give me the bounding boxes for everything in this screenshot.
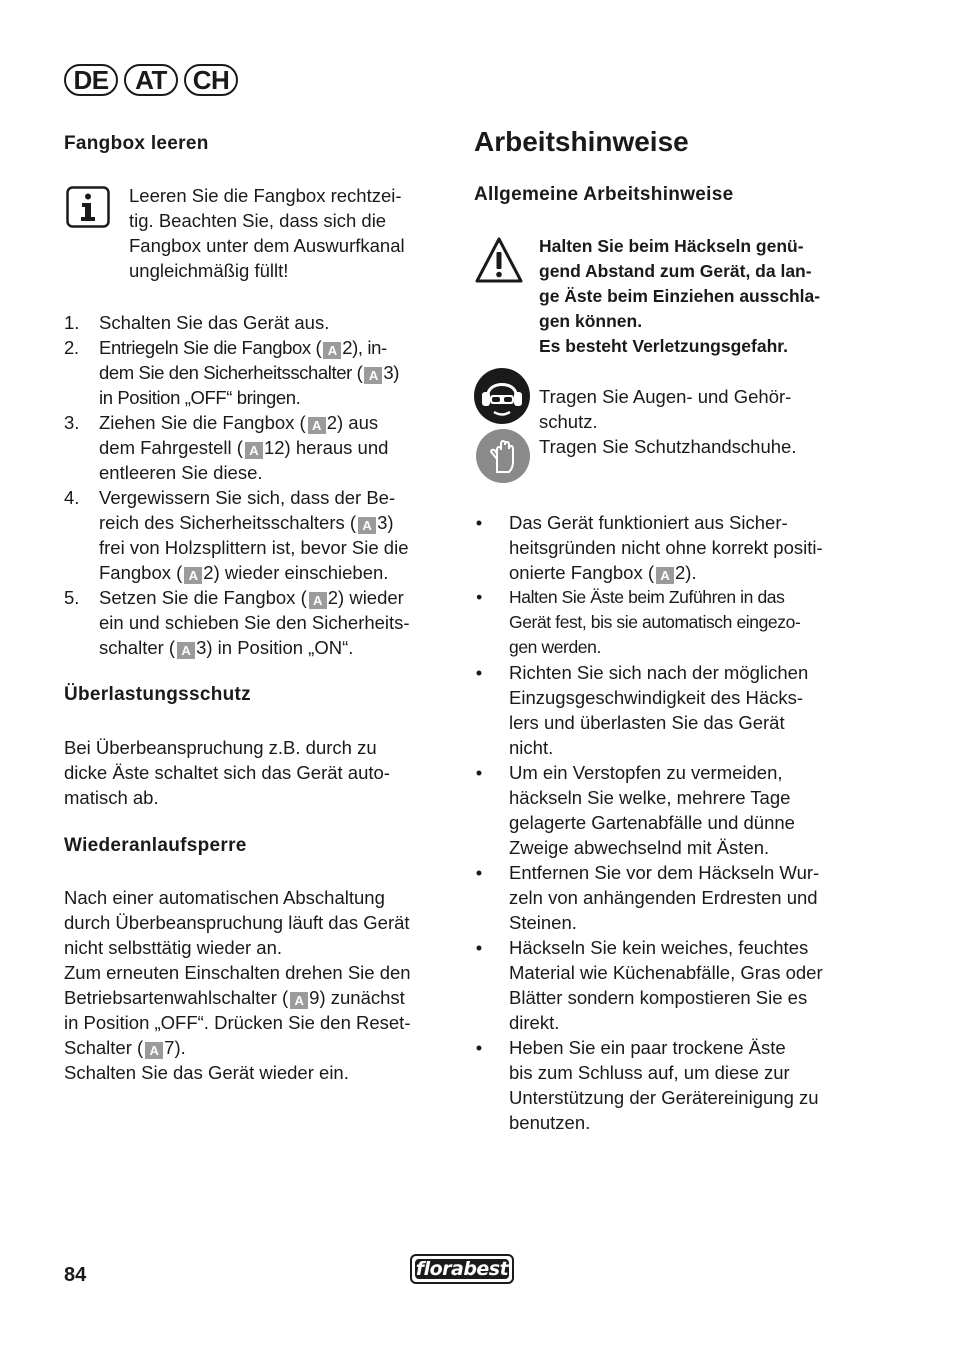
page-number: 84 <box>64 1264 87 1286</box>
bullet-marker: • <box>475 662 483 683</box>
text-segment: 2). <box>675 562 697 583</box>
text-segment: in Position „OFF“ bringen. <box>99 387 301 408</box>
info-icon <box>66 186 110 228</box>
text-line <box>64 910 454 935</box>
text-line <box>99 635 454 660</box>
text-segment: ein und schieben Sie den Sicherheits- <box>99 612 410 633</box>
text-segment: Zweige abwechselnd mit Ästen. <box>509 837 770 858</box>
text-segment: durch Überbeanspruchung läuft das Gerät <box>64 912 410 933</box>
text-segment: gen werden. <box>509 637 601 657</box>
step-item <box>64 310 454 335</box>
text-segment: Halten Sie Äste beim Zuführen in das <box>509 587 785 607</box>
text-segment: dem Sie den Sicherheitsschalter ( <box>99 362 363 383</box>
page-title: Arbeitshinweise <box>474 126 689 157</box>
text-line <box>64 885 454 910</box>
text-line <box>509 510 874 535</box>
text-segment: bis zum Schluss auf, um diese zur <box>509 1062 790 1083</box>
text-segment: 2), in- <box>342 337 387 358</box>
text-line <box>509 560 874 585</box>
text-line <box>509 860 874 885</box>
text-line <box>99 485 454 510</box>
text-segment: heitsgründen nicht ohne korrekt positi- <box>509 537 823 558</box>
text-line <box>64 1035 454 1060</box>
text-segment: 2) wieder <box>327 587 404 608</box>
text-segment: Fangbox ( <box>99 562 183 583</box>
text-segment: in Position „OFF“. Drücken Sie den Reset- <box>64 1012 411 1033</box>
text-line <box>509 735 874 760</box>
warning-text: Halten Sie beim Häckseln genü- gend Abstand zum Gerät, da lan- ge Äste beim Einziehen ausschla- gen können. Es besteht Verletzungsgefahr. <box>539 236 821 356</box>
text-line <box>99 310 454 335</box>
bullet-marker: • <box>475 937 483 958</box>
fangbox-steps-list <box>64 310 454 660</box>
text-segment: 3) <box>377 512 394 533</box>
text-line <box>509 960 874 985</box>
bullet-item <box>474 935 874 1035</box>
figure-a-badge: A <box>245 442 263 459</box>
text-line <box>99 535 454 560</box>
gloves-icon <box>475 428 531 484</box>
general-notes-heading: Allgemeine Arbeitshinweise <box>474 184 734 205</box>
text-segment: 9) zunächst <box>309 987 405 1008</box>
text-line <box>509 660 874 685</box>
bullet-marker: • <box>475 762 483 783</box>
ppe-text: Tragen Sie Augen- und Gehör- schutz. Tragen Sie Schutzhandschuhe. <box>539 386 797 457</box>
figure-a-badge: A <box>358 517 376 534</box>
text-segment: Entfernen Sie vor dem Häckseln Wur- <box>509 862 820 883</box>
text-line <box>64 1060 454 1085</box>
text-line <box>64 1010 454 1035</box>
text-line <box>509 1060 874 1085</box>
restart-text <box>64 885 454 1085</box>
text-line <box>509 810 874 835</box>
text-segment: dem Fahrgestell ( <box>99 437 243 458</box>
text-segment: 2) wieder einschieben. <box>203 562 389 583</box>
text-segment: Entriegeln Sie die Fangbox ( <box>99 337 322 358</box>
bullet-item <box>474 860 874 935</box>
figure-a-badge: A <box>290 992 308 1009</box>
step-number: 3. <box>64 412 80 433</box>
text-segment: lers und überlasten Sie das Gerät <box>509 712 785 733</box>
language-codes <box>64 64 238 96</box>
text-line <box>509 1035 874 1060</box>
text-segment: Einzugsgeschwindigkeit des Häcks- <box>509 687 804 708</box>
text-line <box>99 510 454 535</box>
figure-a-badge: A <box>145 1042 163 1059</box>
text-segment: nicht. <box>509 737 554 758</box>
lang-code-ch: CH <box>184 64 238 96</box>
text-line <box>99 435 454 460</box>
bullet-item <box>474 1035 874 1135</box>
text-line <box>99 460 454 485</box>
text-line <box>509 1010 874 1035</box>
text-line <box>99 560 454 585</box>
florabest-logo: florabest <box>410 1254 514 1284</box>
fangbox-heading: Fangbox leeren <box>64 133 209 154</box>
text-segment: 7). <box>164 1037 186 1058</box>
text-segment: Um ein Verstopfen zu vermeiden, <box>509 762 783 783</box>
text-segment: Schalter ( <box>64 1037 144 1058</box>
text-segment: Heben Sie ein paar trockene Äste <box>509 1037 786 1058</box>
text-segment: zeln von anhängenden Erdresten und <box>509 887 818 908</box>
figure-a-badge: A <box>364 367 382 384</box>
text-segment: Gerät fest, bis sie automatisch eingezo- <box>509 612 801 632</box>
text-segment: frei von Holzsplittern ist, bevor Sie die <box>99 537 409 558</box>
text-segment: entleeren Sie diese. <box>99 462 263 483</box>
restart-heading: Wiederanlaufsperre <box>64 835 247 856</box>
text-line <box>509 585 874 610</box>
text-segment: Häckseln Sie kein weiches, feuchtes <box>509 937 809 958</box>
text-segment: gelagerte Gartenabfälle und dünne <box>509 812 795 833</box>
text-segment: 3) in Position „ON“. <box>196 637 354 658</box>
step-item <box>64 585 454 660</box>
text-line <box>509 535 874 560</box>
text-line <box>99 360 454 385</box>
text-segment: Schalten Sie das Gerät aus. <box>99 312 330 333</box>
text-segment: onierte Fangbox ( <box>509 562 655 583</box>
bullet-marker: • <box>475 512 483 533</box>
step-number: 5. <box>64 587 80 608</box>
text-segment: Betriebsartenwahlschalter ( <box>64 987 289 1008</box>
bullet-marker: • <box>475 1037 483 1058</box>
text-segment: 2) aus <box>326 412 379 433</box>
text-segment: Schalten Sie das Gerät wieder ein. <box>64 1062 349 1083</box>
warning-icon <box>474 236 524 284</box>
text-segment: Ziehen Sie die Fangbox ( <box>99 412 306 433</box>
text-segment: benutzen. <box>509 1112 591 1133</box>
text-segment: nicht selbsttätig wieder an. <box>64 937 283 958</box>
text-line <box>509 635 874 660</box>
text-line <box>509 835 874 860</box>
step-number: 4. <box>64 487 80 508</box>
text-segment: 3) <box>383 362 400 383</box>
lang-code-de: DE <box>64 64 118 96</box>
text-segment: Zum erneuten Einschalten drehen Sie den <box>64 962 411 983</box>
figure-a-badge: A <box>309 592 327 609</box>
text-line <box>509 885 874 910</box>
text-line <box>509 760 874 785</box>
figure-a-badge: A <box>184 567 202 584</box>
step-number: 2. <box>64 337 79 358</box>
text-segment: Unterstützung der Gerätereinigung zu <box>509 1087 819 1108</box>
text-line <box>64 935 454 960</box>
figure-a-badge: A <box>308 417 326 434</box>
figure-a-badge: A <box>177 642 195 659</box>
eye-ear-protection-icon <box>473 367 531 425</box>
text-line <box>509 710 874 735</box>
text-line <box>509 610 874 635</box>
figure-a-badge: A <box>656 567 674 584</box>
text-line <box>509 935 874 960</box>
text-segment: Das Gerät funktioniert aus Sicher- <box>509 512 788 533</box>
bullet-item <box>474 660 874 760</box>
step-item <box>64 335 454 410</box>
text-segment: Material wie Küchenabfälle, Gras oder <box>509 962 823 983</box>
text-line <box>509 785 874 810</box>
bullet-marker: • <box>476 587 482 607</box>
step-number: 1. <box>64 312 80 333</box>
text-segment: häckseln Sie welke, mehrere Tage <box>509 787 791 808</box>
text-line <box>99 385 454 410</box>
text-segment: Blätter sondern kompostieren Sie es <box>509 987 808 1008</box>
text-line <box>509 1085 874 1110</box>
bullet-item <box>474 760 874 860</box>
text-segment: Setzen Sie die Fangbox ( <box>99 587 307 608</box>
text-line <box>99 335 454 360</box>
bullet-marker: • <box>475 862 483 883</box>
overload-text: Bei Überbeanspruchung z.B. durch zu dicke Äste schaltet sich das Gerät auto- matisch ab. <box>64 737 390 808</box>
text-line <box>99 410 454 435</box>
text-line <box>99 585 454 610</box>
text-line <box>64 985 454 1010</box>
text-line <box>99 610 454 635</box>
step-item <box>64 410 454 485</box>
step-item <box>64 485 454 585</box>
text-segment: 12) heraus und <box>263 437 389 458</box>
work-notes-list <box>474 510 874 1135</box>
text-segment: direkt. <box>509 1012 560 1033</box>
bullet-item <box>474 585 874 660</box>
text-segment: Steinen. <box>509 912 577 933</box>
text-line <box>509 910 874 935</box>
figure-a-badge: A <box>323 342 341 359</box>
lang-code-at: AT <box>124 64 178 96</box>
text-segment: Nach einer automatischen Abschaltung <box>64 887 385 908</box>
text-segment: reich des Sicherheitsschalters ( <box>99 512 357 533</box>
text-line <box>509 985 874 1010</box>
text-segment: Richten Sie sich nach der möglichen <box>509 662 809 683</box>
text-segment: schalter ( <box>99 637 176 658</box>
text-segment: Vergewissern Sie sich, dass der Be- <box>99 487 396 508</box>
text-line <box>509 1110 874 1135</box>
text-line <box>64 960 454 985</box>
text-line <box>509 685 874 710</box>
bullet-item <box>474 510 874 585</box>
overload-heading: Überlastungsschutz <box>64 684 251 705</box>
fangbox-info-text: Leeren Sie die Fangbox rechtzei- tig. Beachten Sie, dass sich die Fangbox unter dem Auswurfkanal ungleichmäßig füllt! <box>129 185 405 281</box>
